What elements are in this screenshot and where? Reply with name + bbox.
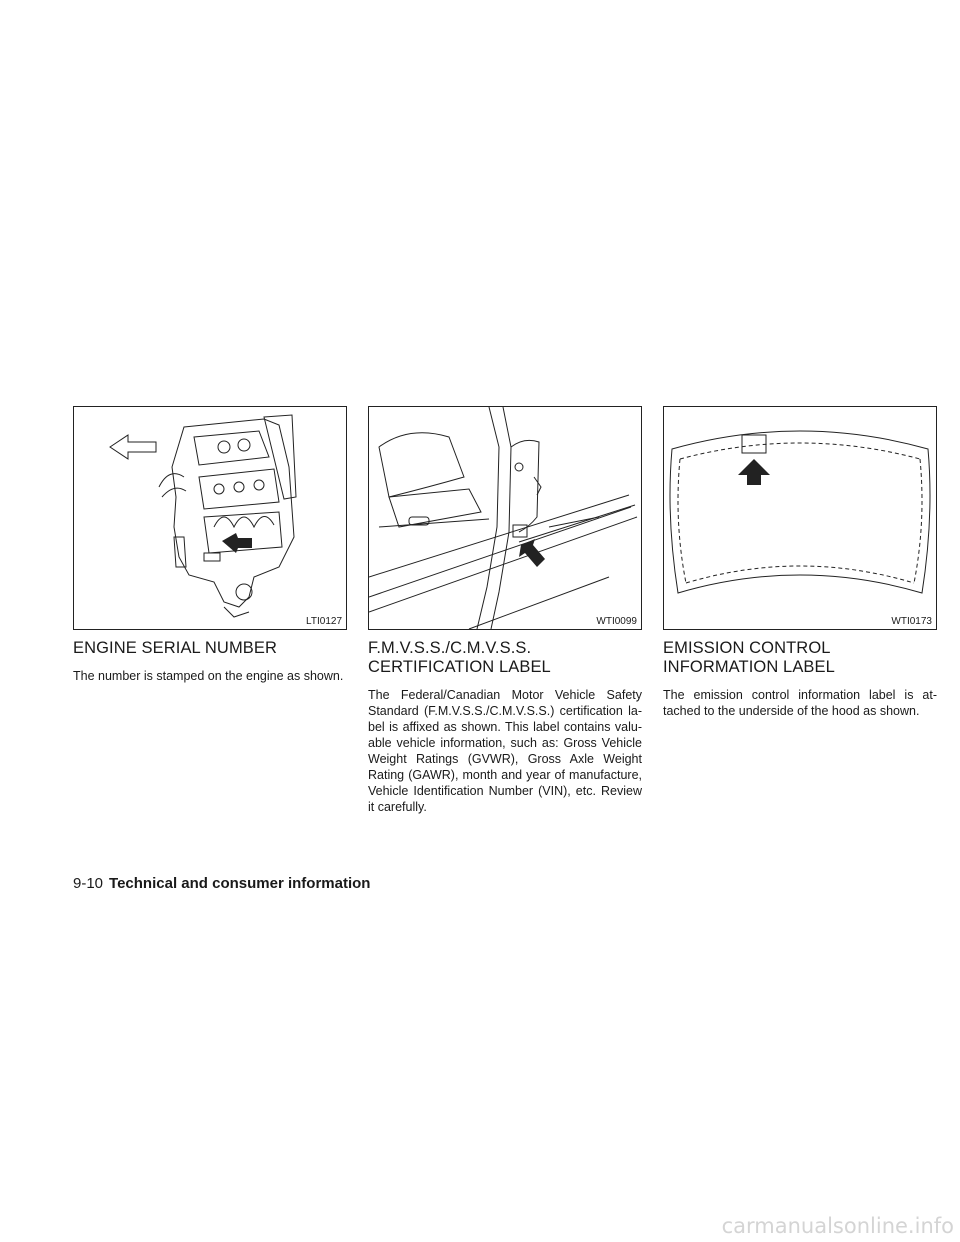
pointer-arrow-icon <box>738 459 770 485</box>
label-box-icon <box>742 435 766 453</box>
section-heading: ENGINE SERIAL NUMBER <box>73 639 278 657</box>
section-heading: F.M.V.S.S./C.M.V.S.S. CERTIFICATION LABEL <box>368 639 551 676</box>
pointer-arrow-icon <box>519 539 545 567</box>
engine-illustration <box>74 407 346 629</box>
page-footer <box>73 875 370 892</box>
section-engine-serial <box>73 406 347 684</box>
figure-id: LTI0127 <box>306 616 342 627</box>
section-body: The number is stamped on the engine as shown. <box>73 669 344 683</box>
watermark: carmanualsonline.info <box>721 1214 954 1238</box>
section-body: The Federal/Canadian Motor Vehicle Safety Standard (F.M.V.S.S./C.M.V.S.S.) certification la-bel is affixed as shown. This label contains valu-able vehicle information, such as: Gross Vehicle Weight Ratings (GVWR), Gross Axle Weight Rating (GAWR), month and year of manufacture, Vehicle Identification Number (VIN), etc. Review it carefully. <box>368 688 642 814</box>
door-pillar-illustration <box>369 407 641 629</box>
hood-illustration <box>664 407 936 629</box>
page-number: 9-10 <box>73 875 104 892</box>
direction-arrow-icon <box>110 435 156 459</box>
chapter-title: Technical and consumer information <box>109 875 371 892</box>
section-body: The emission control information label is at-tached to the underside of the hood as shown. <box>663 688 937 718</box>
door-figure <box>368 406 642 630</box>
engine-figure <box>73 406 347 630</box>
section-certification-label <box>368 406 642 815</box>
hood-figure <box>663 406 937 630</box>
section-emission-label <box>663 406 937 719</box>
section-heading: EMISSION CONTROL INFORMATION LABEL <box>663 639 835 676</box>
figure-id: WTI0173 <box>891 616 932 627</box>
figure-id: WTI0099 <box>596 616 637 627</box>
